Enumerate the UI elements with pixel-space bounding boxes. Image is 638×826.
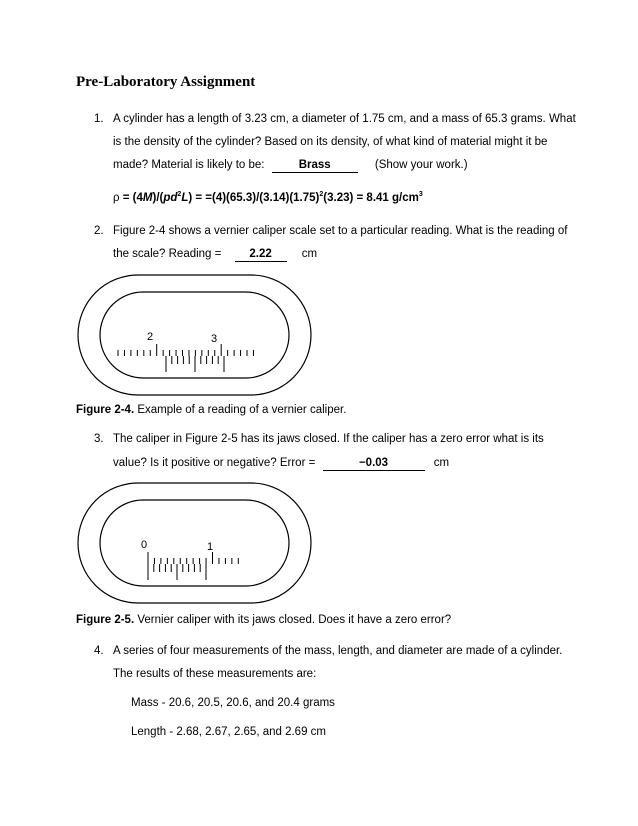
figure-2-4-caption-text: Example of a reading of a vernier caliper.: [134, 404, 347, 416]
q3-number: 3.: [94, 433, 104, 445]
main-scale-label-1: 1: [207, 541, 214, 553]
q2-number: 2.: [94, 225, 104, 237]
q4-line1: A series of four measurements of the mass, length, and diameter are made of a cylinder.: [113, 645, 563, 657]
main-scale-ticks: [148, 552, 238, 564]
q4-line2: The results of these measurements are:: [113, 668, 317, 680]
q1-line3: [113, 159, 468, 173]
figure-2-4-caliper: [74, 270, 316, 400]
figure-2-5-caption: [76, 614, 451, 626]
q2-line1: Figure 2-4 shows a vernier caliper scale set to a particular reading. What is the reading of: [113, 225, 568, 237]
q1-answer: Brass: [272, 159, 358, 173]
formula-part: ) = =(4)(65.3)/(3.14)(1.75): [188, 192, 320, 204]
formula-part: = (4: [119, 192, 143, 204]
q4-mass: Mass - 20.6, 20.5, 20.6, and 20.4 grams: [131, 697, 335, 709]
rho-symbol: ρ: [113, 192, 120, 204]
figure-2-4-caption-label: Figure 2-4.: [76, 404, 135, 416]
formula-sup: 3: [418, 191, 423, 198]
caliper-inner-outline: [100, 500, 289, 586]
formula-var-m: M: [142, 192, 153, 204]
q1-line2: is the density of the cylinder? Based on its density, of what kind of material might it be: [113, 136, 548, 148]
main-scale-label-3: 3: [211, 333, 218, 345]
main-scale-label-0: 0: [141, 539, 148, 551]
figure-2-5-caption-text: Vernier caliper with its jaws closed. Does it have a zero error?: [134, 614, 452, 626]
formula-var-pd: pd: [163, 192, 178, 204]
q2-answer: 2.22: [235, 248, 287, 262]
caliper-outer-outline: [78, 275, 311, 395]
q2-unit: cm: [301, 248, 318, 260]
q1-line1: A cylinder has a length of 3.23 cm, a diameter of 1.75 cm, and a mass of 65.3 grams. What: [113, 113, 576, 125]
formula-sup: 2: [319, 191, 324, 198]
formula-sup: 2: [177, 191, 182, 198]
q4-number: 4.: [94, 645, 104, 657]
figure-2-4-caption: [76, 404, 346, 416]
q4-length: Length - 2.68, 2.67, 2.65, and 2.69 cm: [131, 726, 327, 738]
q1-line3-suffix: (Show your work.): [374, 159, 468, 171]
formula-var-l: L: [181, 192, 189, 204]
main-scale-label-2: 2: [147, 331, 154, 343]
q3-answer: −0.03: [323, 457, 425, 471]
q1-formula: [113, 191, 423, 204]
q3-line2-prefix: value? Is it positive or negative? Error =: [113, 457, 316, 469]
caliper-outer-outline: [78, 483, 311, 603]
vernier-scale-ticks: [166, 356, 224, 372]
figure-2-5-caliper: [74, 478, 316, 608]
q1-number: 1.: [94, 113, 104, 125]
q3-line1: The caliper in Figure 2-5 has its jaws closed. If the caliper has a zero error what is its: [113, 433, 544, 445]
figure-2-5-caption-label: Figure 2-5.: [76, 614, 135, 626]
page-title: Pre-Laboratory Assignment: [76, 74, 256, 90]
main-scale-ticks: [118, 344, 253, 356]
q3-line2: [113, 457, 449, 471]
formula-part: (3.23) = 8.41 g/cm: [323, 192, 419, 204]
q1-line3-prefix: made? Material is likely to be:: [113, 159, 265, 171]
q3-unit: cm: [433, 457, 450, 469]
formula-part: )/(: [152, 192, 164, 204]
q2-line2-prefix: the scale? Reading =: [113, 248, 222, 260]
vernier-scale-ticks: [148, 564, 206, 580]
q2-line2: [113, 248, 317, 262]
